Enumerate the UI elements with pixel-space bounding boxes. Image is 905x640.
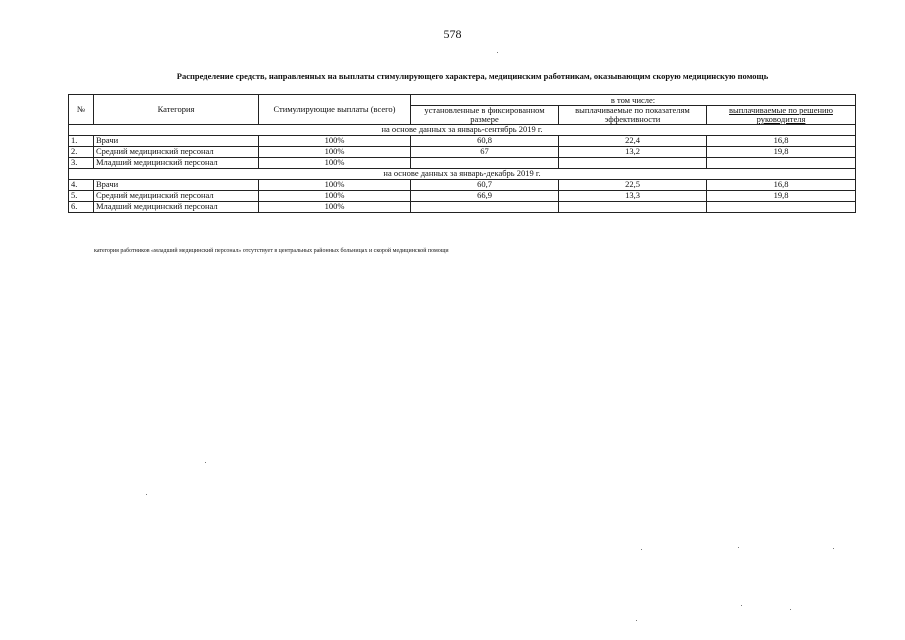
table-row [69,201,856,212]
cell-manager: 16,8 [707,179,856,190]
cell-category: Врачи [94,179,259,190]
scan-speck [636,620,637,621]
table-row [69,179,856,190]
cell-manager: 19,8 [707,190,856,201]
cell-fixed: 60,8 [411,135,559,146]
section-label: на основе данных за январь-сентябрь 2019 г. [69,124,856,135]
cell-manager [707,201,856,212]
cell-num: 6. [69,201,94,212]
section-row [69,168,856,179]
scan-speck [833,548,834,549]
header-manager: выплачиваемые по решению руководителя [707,106,856,125]
cell-category: Младший медицинский персонал [94,201,259,212]
cell-fixed [411,157,559,168]
section-label: на основе данных за январь-декабрь 2019 г. [69,168,856,179]
cell-fixed: 66,9 [411,190,559,201]
document-title: Распределение средств, направленных на выплаты стимулирующего характера, медицинским работникам, оказывающим скорую медицинскую помощь [176,71,769,81]
cell-total: 100% [259,135,411,146]
scan-speck [741,605,742,606]
footnote: категория работников «младший медицинский персонал» отсутствует в центральных районных больницах и скорой медицинской помощи [94,248,449,254]
scan-speck [146,494,147,495]
table-row [69,135,856,146]
cell-manager: 16,8 [707,135,856,146]
cell-fixed: 67 [411,146,559,157]
cell-performance: 22,4 [559,135,707,146]
header-including: в том числе: [411,95,856,106]
header-total: Стимулирующие выплаты (всего) [259,95,411,125]
table-row [69,157,856,168]
section-row [69,124,856,135]
cell-performance: 22,5 [559,179,707,190]
cell-total: 100% [259,201,411,212]
cell-performance: 13,2 [559,146,707,157]
table-row [69,190,856,201]
cell-performance: 13,3 [559,190,707,201]
cell-fixed: 60,7 [411,179,559,190]
header-fixed: установленные в фиксированном размере [411,106,559,125]
cell-category: Врачи [94,135,259,146]
cell-manager [707,157,856,168]
scan-speck [497,52,498,53]
page-number: 578 [443,27,462,41]
scan-speck [790,609,791,610]
table-header-row [69,95,856,106]
cell-category: Средний медицинский персонал [94,146,259,157]
scan-speck [738,547,739,548]
cell-num: 5. [69,190,94,201]
scan-speck [205,462,206,463]
cell-performance [559,201,707,212]
cell-fixed [411,201,559,212]
cell-category: Средний медицинский персонал [94,190,259,201]
cell-total: 100% [259,157,411,168]
header-category: Категория [94,95,259,125]
cell-category: Младший медицинский персонал [94,157,259,168]
cell-total: 100% [259,190,411,201]
cell-total: 100% [259,179,411,190]
cell-num: 4. [69,179,94,190]
cell-total: 100% [259,146,411,157]
table-row [69,146,856,157]
cell-performance [559,157,707,168]
distribution-table [68,94,856,213]
header-performance: выплачиваемые по показателям эффективности [559,106,707,125]
cell-num: 2. [69,146,94,157]
cell-manager: 19,8 [707,146,856,157]
scan-speck [641,549,642,550]
header-num: № [69,95,94,125]
cell-num: 3. [69,157,94,168]
cell-num: 1. [69,135,94,146]
